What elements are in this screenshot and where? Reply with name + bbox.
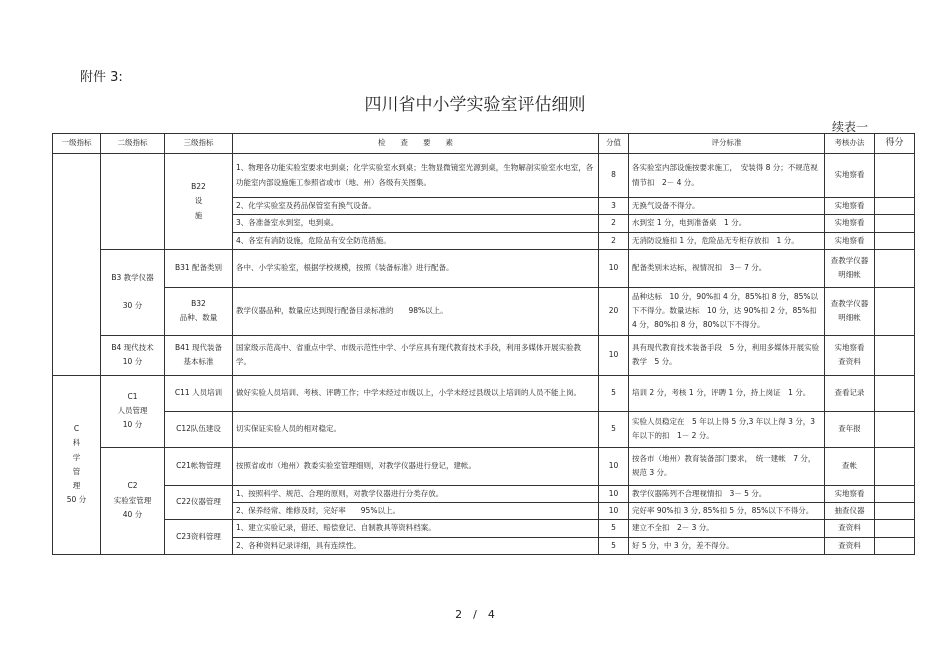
score-cell: 5 (599, 375, 629, 411)
method-cell: 实地察看 查资料 (825, 335, 875, 375)
requirement-cell: 国家级示范高中、省重点中学、市级示范性中学、小学应具有现代教育技术手段，利用多媒体开展实验教学。 (233, 335, 599, 375)
level3-cell: C23资料管理 (165, 520, 233, 555)
standard-cell: 教学仪器陈列不合理视情扣 3－ 5 分。 (629, 485, 825, 502)
method-cell: 实地察看 (825, 215, 875, 232)
table-header-row (53, 134, 915, 154)
requirement-cell: 3、各准备室水到室，电到桌。 (233, 215, 599, 232)
level1-cell (53, 154, 101, 376)
points-cell[interactable] (875, 375, 915, 411)
standard-cell: 各实验室内部设施按要求施工， 安装得 8 分；不规范视情节扣 2－ 4 分。 (629, 154, 825, 198)
score-cell: 10 (599, 335, 629, 375)
col-header: 二级指标 (101, 134, 165, 154)
score-cell: 5 (599, 411, 629, 447)
standard-cell: 无换气设备不得分。 (629, 198, 825, 215)
requirement-cell: 各中、小学实验室，根据学校规模，按照《装备标准》进行配备。 (233, 249, 599, 287)
page-number: 2 / 4 (455, 608, 495, 621)
score-cell: 5 (599, 537, 629, 554)
score-cell: 5 (599, 520, 629, 537)
table-row (53, 287, 915, 335)
level3-cell: C21帐物管理 (165, 447, 233, 485)
points-cell[interactable] (875, 198, 915, 215)
method-cell: 查教学仪器明细帐 (825, 249, 875, 287)
level3-cell: B41 现代装备 基本标准 (165, 335, 233, 375)
col-header: 检 查 要 素 (233, 134, 599, 154)
requirement-cell: 做好实验人员培训、考核、评聘工作；中学未经过市级以上，小学未经过县级以上培训的人员不能上岗。 (233, 375, 599, 411)
requirement-cell: 切实保证实验人员的相对稳定。 (233, 411, 599, 447)
level1-cell: C 科 学 管 理 50 分 (53, 375, 101, 554)
points-cell[interactable] (875, 503, 915, 520)
standard-cell: 水到室 1 分，电到准备桌 1 分。 (629, 215, 825, 232)
table-row (53, 411, 915, 447)
score-cell: 10 (599, 485, 629, 502)
points-cell[interactable] (875, 411, 915, 447)
level2-cell: B3 教学仪器 30 分 (101, 249, 165, 335)
points-cell[interactable] (875, 154, 915, 198)
level3-cell: C12队伍建设 (165, 411, 233, 447)
points-cell[interactable] (875, 287, 915, 335)
level2-cell: B4 现代技术 10 分 (101, 335, 165, 375)
table-row (53, 249, 915, 287)
points-cell[interactable] (875, 335, 915, 375)
table-row (53, 335, 915, 375)
requirement-cell: 1、按照科学、规范、合理的原则，对教学仪器进行分类存放。 (233, 485, 599, 502)
level3-cell: C22仪器管理 (165, 485, 233, 520)
standard-cell: 建立不全扣 2－ 3 分。 (629, 520, 825, 537)
method-cell: 查年报 (825, 411, 875, 447)
standard-cell: 好 5 分，中 3 分，差不得分。 (629, 537, 825, 554)
points-cell[interactable] (875, 249, 915, 287)
col-header: 分值 (599, 134, 629, 154)
requirement-cell: 2、化学实验室及药品保管室有换气设备。 (233, 198, 599, 215)
method-cell: 实地察看 (825, 485, 875, 502)
table-row (53, 375, 915, 411)
score-cell: 3 (599, 198, 629, 215)
requirement-cell: 2、保养经常、维修及时，完好率 95%以上。 (233, 503, 599, 520)
col-header: 一级指标 (53, 134, 101, 154)
standard-cell: 具有现代教育技术装备手段 5 分，利用多媒体开展实验教学 5 分。 (629, 335, 825, 375)
level2-cell: C1 人员管理 10 分 (101, 375, 165, 447)
standard-cell: 完好率 90%扣 3 分, 85%扣 5 分，85%以下不得分。 (629, 503, 825, 520)
col-header: 得分 (875, 134, 915, 154)
level3-cell: B22 设 施 (165, 154, 233, 250)
level3-cell: B31 配备类别 (165, 249, 233, 287)
level2-cell (101, 154, 165, 250)
method-cell: 实地察看 (825, 198, 875, 215)
requirement-cell: 1、物理各功能实验室要求电到桌；化学实验室水到桌；生物显微镜室光源到桌，生物解剖实验室水电室，各功能室内部设施施工参照省或市（地、州）各级有关图集。 (233, 154, 599, 198)
col-header: 考核办法 (825, 134, 875, 154)
requirement-cell: 4、各室有消防设施，危险品有安全防范措施。 (233, 232, 599, 249)
attachment-label: 附件 3: (80, 70, 123, 85)
points-cell[interactable] (875, 232, 915, 249)
standard-cell: 无消防设施扣 1 分，危险品无专柜存放扣 1 分。 (629, 232, 825, 249)
table-row (53, 485, 915, 502)
requirement-cell: 按照省或市（地州）教委实验室管理细则，对教学仪器进行登记，建帐。 (233, 447, 599, 485)
method-cell: 查教学仪器明细帐 (825, 287, 875, 335)
method-cell: 查资料 (825, 520, 875, 537)
method-cell: 查帐 (825, 447, 875, 485)
score-cell: 2 (599, 215, 629, 232)
method-cell: 实地察看 (825, 154, 875, 198)
continued-label: 续表一 (832, 120, 869, 134)
points-cell[interactable] (875, 537, 915, 554)
score-cell: 10 (599, 249, 629, 287)
standard-cell: 品种达标 10 分，90%扣 4 分，85%扣 8 分，85%以下不得分。数量达标 10 分，达 90%扣 2 分，85%扣 4 分，80%扣 8 分，80%以下不得分。 (629, 287, 825, 335)
score-cell: 10 (599, 503, 629, 520)
method-cell: 抽查仪器 (825, 503, 875, 520)
standard-cell: 培训 2 分，考核 1 分，评聘 1 分，持上岗证 1 分。 (629, 375, 825, 411)
points-cell[interactable] (875, 215, 915, 232)
col-header: 三级指标 (165, 134, 233, 154)
table-row (53, 447, 915, 485)
method-cell: 实地察看 (825, 232, 875, 249)
level3-cell: C11 人员培训 (165, 375, 233, 411)
points-cell[interactable] (875, 520, 915, 537)
score-cell: 20 (599, 287, 629, 335)
level3-cell: B32 品种、数量 (165, 287, 233, 335)
col-header: 评分标准 (629, 134, 825, 154)
score-cell: 10 (599, 447, 629, 485)
table-row (53, 520, 915, 537)
method-cell: 查看记录 (825, 375, 875, 411)
points-cell[interactable] (875, 447, 915, 485)
requirement-cell: 1、建立实验记录，借还、赔偿登记、自制教具等资料档案。 (233, 520, 599, 537)
table-row (53, 154, 915, 198)
score-cell: 8 (599, 154, 629, 198)
points-cell[interactable] (875, 485, 915, 502)
level2-cell: C2 实验室管理 40 分 (101, 447, 165, 554)
evaluation-table (52, 133, 915, 555)
requirement-cell: 教学仪器品种，数量应达到现行配备目录标准的 98%以上。 (233, 287, 599, 335)
score-cell: 2 (599, 232, 629, 249)
standard-cell: 实验人员稳定在 5 年以上得 5 分,3 年以上得 3 分，3 年以下的扣 1－ 2 分。 (629, 411, 825, 447)
requirement-cell: 2、各种资料记录详细，具有连续性。 (233, 537, 599, 554)
page-title: 四川省中小学实验室评估细则 (364, 95, 586, 115)
method-cell: 查资料 (825, 537, 875, 554)
standard-cell: 配备类别未达标，视情况扣 3－ 7 分。 (629, 249, 825, 287)
standard-cell: 按各市（地州）教育装备部门要求， 统一建帐 7 分，规范 3 分。 (629, 447, 825, 485)
